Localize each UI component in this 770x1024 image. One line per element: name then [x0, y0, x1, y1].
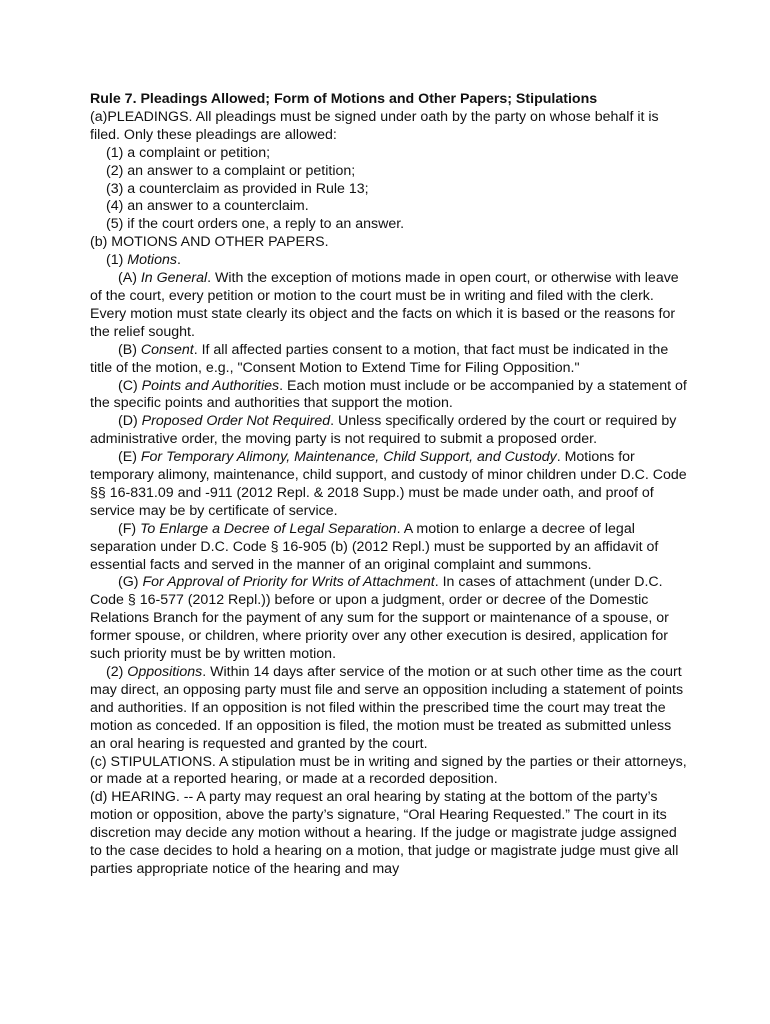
paragraph-a-in-general: (A) In General. With the exception of motions made in open court, or otherwise with leave of the court, every petition or motion to the court must be in writing and filed with the clerk. Every motion must state clearly its object and the facts on which it is based or the reasons for the relief sought.	[90, 270, 679, 340]
pleading-item-4: (4) an answer to a counterclaim.	[106, 198, 309, 215]
section-d-hearing: (d) HEARING. -- A party may request an oral hearing by stating at the bottom of the party’s motion or opposition, above the party’s signature, “Oral Hearing Requested.” The court in its discretion may decide any motion without a hearing. If the judge or magistrate judge assigned to the case decides to hold a hearing on a motion, that judge or magistrate judge must give all parties appropriate notice of the hearing and may	[90, 789, 679, 877]
pleading-item-2: (2) an answer to a complaint or petition;	[106, 162, 356, 179]
paragraph-e-temporary-alimony: (E) For Temporary Alimony, Maintenance, Child Support, and Custody. Motions for temporary alimony, maintenance, child support, and custody of minor children under D.C. Code §§ 16-831.09 and -911 (2012 Repl. & 2018 Supp.) must be made under oath, and proof of service may be by certificate of service.	[90, 449, 687, 519]
motions-heading: (1) Motions.	[106, 252, 181, 269]
section-b-motions: (b) MOTIONS AND OTHER PAPERS.	[90, 234, 329, 251]
paragraph-2-oppositions: (2) Oppositions. Within 14 days after service of the motion or at such other time as the court may direct, an opposing party must file and serve an opposition including a statement of points and authorities. If an opposition is not filed within the prescribed time the court may treat the motion as conceded. If an opposition is filed, the motion must be treated as submitted unless an oral hearing is requested and granted by the court.	[90, 664, 684, 752]
section-c-stipulations: (c) STIPULATIONS. A stipulation must be in writing and signed by the parties or their attorneys, or made at a reported hearing, or made at a recorded deposition.	[90, 753, 687, 788]
paragraph-g-writs-attachment: (G) For Approval of Priority for Writs of Attachment. In cases of attachment (under D.C. Code § 16-577 (2012 Repl.)) before or upon a judgment, order or decree of the Domestic Relations Branch for the payment of any sum for the support or maintenance of a spouse, or former spouse, or children, where priority over any other execution is desired, application for such priority must be by written motion.	[90, 574, 669, 663]
paragraph-f-legal-separation: (F) To Enlarge a Decree of Legal Separation. A motion to enlarge a decree of legal separation under D.C. Code § 16-905 (b) (2012 Repl.) must be supported by an affidavit of essential facts and served in the manner of an original complaint and summons.	[90, 520, 659, 573]
pleading-item-1: (1) a complaint or petition;	[106, 144, 271, 161]
document-page	[90, 91, 690, 879]
paragraph-c-points-authorities: (C) Points and Authorities. Each motion must include or be accompanied by a statement of the specific points and authorities that support the motion.	[90, 377, 687, 412]
pleading-item-3: (3) a counterclaim as provided in Rule 13;	[106, 180, 369, 197]
pleading-item-5: (5) if the court orders one, a reply to an answer.	[106, 216, 405, 233]
section-a-pleadings: (a)PLEADINGS. All pleadings must be signed under oath by the party on whose behalf it is filed. Only these pleadings are allowed:	[90, 108, 659, 143]
rule-title: Rule 7. Pleadings Allowed; Form of Motions and Other Papers; Stipulations	[90, 91, 598, 107]
paragraph-b-consent: (B) Consent. If all affected parties consent to a motion, that fact must be indicated in the title of the motion, e.g., "Consent Motion to Extend Time for Filing Opposition."	[90, 341, 669, 376]
paragraph-d-proposed-order: (D) Proposed Order Not Required. Unless specifically ordered by the court or required by administrative order, the moving party is not required to submit a proposed order.	[90, 413, 677, 448]
